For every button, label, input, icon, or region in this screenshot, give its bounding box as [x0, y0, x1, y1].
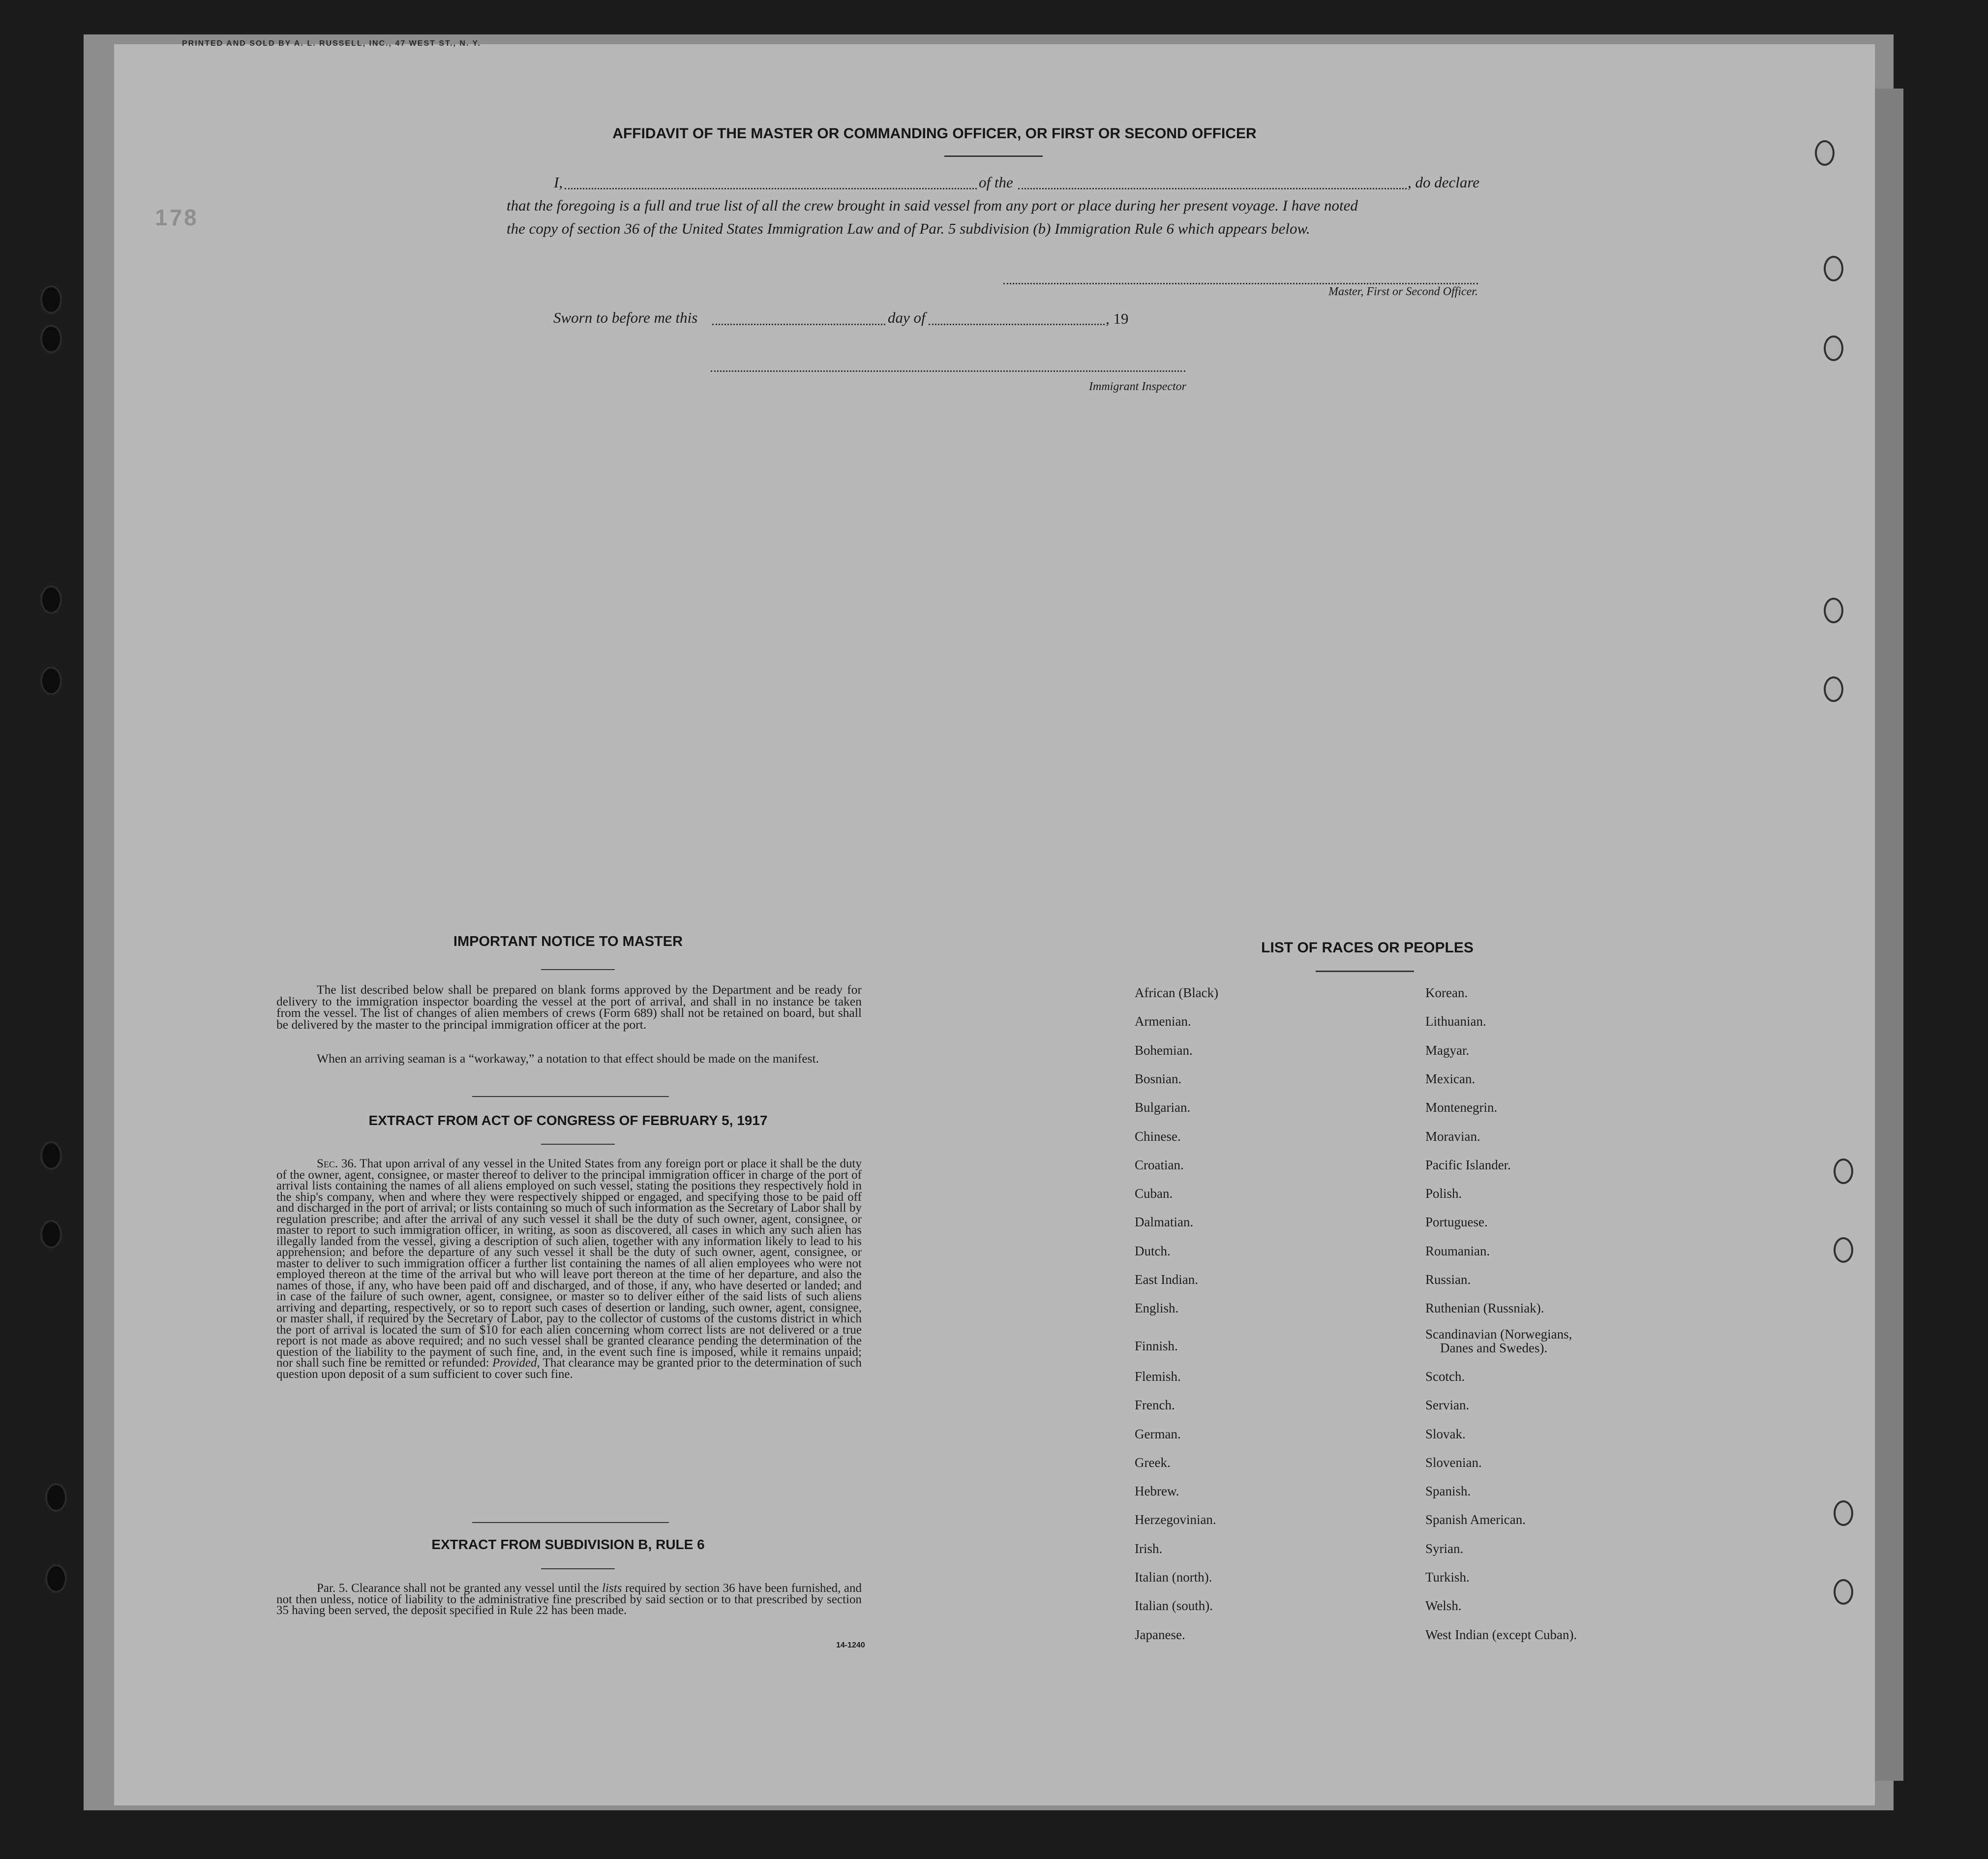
- race-item: Syrian.: [1425, 1541, 1464, 1556]
- race-item: Moravian.: [1425, 1128, 1480, 1144]
- race-item: East Indian.: [1135, 1272, 1198, 1287]
- act-rule: [541, 1144, 615, 1145]
- vessel-field[interactable]: [1018, 174, 1407, 189]
- act-extract-title: EXTRACT FROM ACT OF CONGRESS OF FEBRUARY 5, 1917: [368, 1113, 768, 1128]
- race-item: Greek.: [1135, 1455, 1171, 1470]
- affidavit-title: AFFIDAVIT OF THE MASTER OR COMMANDING OFFICER, OR FIRST OR SECOND OFFICER: [612, 125, 1257, 142]
- race-item: Cuban.: [1135, 1186, 1173, 1201]
- rule-body-text: Par. 5. Clearance shall not be granted any vessel until the: [317, 1582, 602, 1595]
- race-item: Korean.: [1425, 985, 1468, 1000]
- notice-paragraph-1: The list described below shall be prepared on blank forms approved by the Department and be ready for delivery to the immigration inspector boarding the vessel at the port of arrival, and shall in no instance be taken from the vessel. The list of changes of alien members of crews (Form 689) shall not be retained on board, but shall be delivered by the master to the principal immigration officer at the port.: [276, 982, 862, 1032]
- binder-hole: [1815, 140, 1835, 166]
- affidavit-i-label: I,: [554, 174, 563, 191]
- binder-hole: [45, 1483, 67, 1512]
- race-item: Italian (south).: [1135, 1598, 1213, 1614]
- sworn-day-field[interactable]: [712, 310, 885, 325]
- do-declare-label: , do declare: [1408, 174, 1480, 191]
- race-item: Mexican.: [1425, 1071, 1476, 1086]
- binder-hole: [1824, 598, 1843, 623]
- race-item: Portuguese.: [1425, 1215, 1488, 1230]
- race-item: Turkish.: [1425, 1570, 1470, 1585]
- rule-extract-title: EXTRACT FROM SUBDIVISION B, RULE 6: [431, 1537, 705, 1552]
- notice-title: IMPORTANT NOTICE TO MASTER: [453, 934, 683, 949]
- race-item: Italian (north).: [1135, 1570, 1212, 1585]
- inspector-signature-field[interactable]: [711, 357, 1185, 372]
- race-item: Chinese.: [1135, 1128, 1181, 1144]
- race-item: Pacific Islander.: [1425, 1157, 1511, 1172]
- act-body-text: That upon arrival of any vessel in the United States from any foreign port or place it shall be the duty of the owner, agent, consignee, or master thereof to deliver to the principal immigration officer in charge of the port of arrival lists containing the names of all aliens employed on such vessel, stating the positions they respectively hold in the ship's company, when and where they were respectively shipped or engaged, and specifying those to be paid off and discharged in the port of arrival; or lists containing so much of such information as the Secretary of Labor shall by regulation prescribe; and after the arrival of any such vessel it shall be the duty of such owner, agent, consignee, or master to report to such immigration officer, in writing, as soon as discovered, all cases in which any such alien has illegally landed from the vessel, giving a description of such alien, together with any information likely to lead to his apprehension; and before the departure of any such vessel it shall be the duty of such owner, agent, consignee, or master to deliver to such immigration officer a further list containing the names of all alien employees who were not employed thereon at the time of the arrival but who will leave port thereon at the time of her departure, and also the names of those, if any, who have been paid off and discharged, and of those, if any, who have deserted or landed; and in case of the failure of such owner, agent, consignee, or master so to deliver either of the said lists of such aliens arriving and departing, respectively, or so to report such cases of desertion or landing, such owner, agent, consignee, or master shall, if required by the Secretary of Labor, pay to the collector of customs of the customs district in which the port of arrival is located the sum of $10 for each alien concerning whom correct lists are not delivered or a true report is not made as above required; and no such vessel shall be granted clearance pending the determination of the question of the liability to the payment of such fine, and, in the event such fine is imposed, while it remains unpaid; nor shall such fine be remitted or refunded:: [276, 1157, 862, 1370]
- race-item: Polish.: [1425, 1186, 1462, 1201]
- sworn-label: Sworn to before me this: [553, 309, 698, 326]
- master-signature-field[interactable]: [1003, 268, 1478, 284]
- race-item: African (Black): [1135, 985, 1219, 1000]
- race-item: Welsh.: [1425, 1598, 1462, 1614]
- race-item: Magyar.: [1425, 1042, 1470, 1058]
- race-item: Irish.: [1135, 1541, 1163, 1556]
- binder-hole: [1824, 676, 1843, 702]
- provided-term: Provided,: [492, 1356, 540, 1370]
- race-item: Spanish.: [1425, 1484, 1471, 1499]
- title-rule: [944, 155, 1043, 157]
- binder-hole: [1824, 256, 1843, 281]
- binder-hole: [40, 285, 62, 314]
- race-item: Lithuanian.: [1425, 1014, 1486, 1029]
- race-item: Scotch.: [1425, 1369, 1465, 1384]
- races-rule: [1316, 971, 1414, 972]
- race-item: Roumanian.: [1425, 1243, 1490, 1258]
- race-item: Flemish.: [1135, 1369, 1181, 1384]
- printer-imprint: PRINTED AND SOLD BY A. L. RUSSELL, INC., 47 WEST ST., N. Y.: [182, 39, 481, 48]
- race-item: French.: [1135, 1398, 1175, 1413]
- race-item: Croatian.: [1135, 1157, 1184, 1172]
- of-the-label: of the: [979, 174, 1013, 191]
- master-signature-caption: Master, First or Second Officer.: [1328, 285, 1478, 298]
- section-divider: [472, 1522, 669, 1523]
- race-item: Slovak.: [1425, 1426, 1466, 1441]
- race-item: Bohemian.: [1135, 1042, 1193, 1058]
- binder-hole: [40, 1220, 62, 1249]
- margin-number: 178: [155, 205, 199, 230]
- lists-term: lists: [602, 1582, 622, 1595]
- sworn-month-field[interactable]: [929, 310, 1105, 325]
- rule-body-text-end: required by section 36 have been furnished, and not then unless, notice of liability to the administrative fine prescribed by said section or to that prescribed by section 35 having been served, the deposit specified in Rule 22 has been made.: [276, 1582, 862, 1617]
- race-item: Spanish American.: [1425, 1512, 1526, 1527]
- binder-hole: [1834, 1500, 1853, 1526]
- race-item: German.: [1135, 1426, 1181, 1441]
- binder-hole: [1824, 335, 1843, 361]
- race-item: Finnish.: [1135, 1338, 1178, 1353]
- notice-rule: [541, 969, 615, 970]
- affidavit-line-2: that the foregoing is a full and true list of all the crew brought in said vessel from any port or place during her present voyage. I have noted: [507, 197, 1358, 214]
- sworn-year-label: , 19: [1106, 310, 1129, 327]
- race-item: Bosnian.: [1135, 1071, 1182, 1086]
- affidavit-line-3: the copy of section 36 of the United States Immigration Law and of Par. 5 subdivision (b) Immigration Rule 6 which appears below.: [507, 220, 1310, 237]
- rule-rule: [541, 1568, 615, 1569]
- race-item: Herzegovinian.: [1135, 1512, 1216, 1527]
- race-item: Bulgarian.: [1135, 1100, 1191, 1115]
- races-title: LIST OF RACES OR PEOPLES: [1261, 940, 1474, 956]
- binder-hole: [45, 1564, 67, 1593]
- race-item: Ruthenian (Russniak).: [1425, 1301, 1544, 1316]
- act-body-text-end: That clearance may be granted prior to the determination of such question upon deposit of a sum sufficient to cover such fine.: [276, 1356, 862, 1381]
- form-number: 14-1240: [836, 1641, 865, 1649]
- race-item: Slovenian.: [1425, 1455, 1482, 1470]
- race-item: English.: [1135, 1301, 1179, 1316]
- race-item: Scandinavian (Norwegians,: [1425, 1326, 1572, 1341]
- binder-hole: [1834, 1158, 1853, 1184]
- act-section-36: [276, 1158, 862, 1380]
- inspector-caption: Immigrant Inspector: [1089, 380, 1186, 393]
- race-item: West Indian (except Cuban).: [1425, 1627, 1577, 1642]
- section-label: Sec. 36.: [317, 1157, 357, 1170]
- binder-hole: [40, 585, 62, 614]
- notice-paragraph-2: When an arriving seaman is a “workaway,” a notation to that effect should be made on the manifest.: [317, 1051, 819, 1066]
- day-of-label: day of: [888, 309, 926, 326]
- name-field[interactable]: [565, 174, 977, 189]
- race-item: Servian.: [1425, 1398, 1470, 1413]
- section-divider: [472, 1096, 669, 1097]
- race-item: Dalmatian.: [1135, 1215, 1194, 1230]
- binder-hole: [1834, 1579, 1853, 1605]
- binder-hole: [40, 325, 62, 353]
- binder-hole: [1834, 1237, 1853, 1263]
- race-item: Japanese.: [1135, 1627, 1185, 1642]
- race-item: Armenian.: [1135, 1014, 1191, 1029]
- binder-hole: [40, 1141, 62, 1170]
- race-item: Montenegrin.: [1425, 1100, 1498, 1115]
- race-item: Russian.: [1425, 1272, 1471, 1287]
- binder-hole: [40, 667, 62, 695]
- race-item-continuation: Danes and Swedes).: [1440, 1340, 1548, 1355]
- race-item: Dutch.: [1135, 1243, 1171, 1258]
- race-item: Hebrew.: [1135, 1484, 1179, 1499]
- rule-paragraph: [276, 1583, 862, 1616]
